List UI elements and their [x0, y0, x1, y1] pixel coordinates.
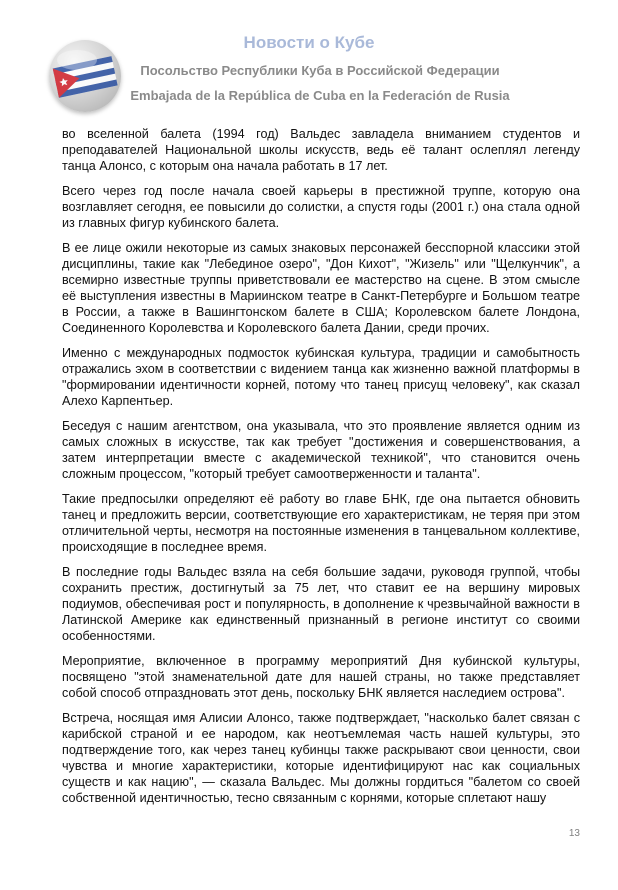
page-number: 13	[568, 828, 580, 839]
site-title: Новости о Кубе	[243, 33, 375, 52]
paragraph: В ее лице ожили некоторые из самых знаковых персонажей бесспорной классики этой дисциплины, такие как "Лебединое озеро", "Дон Кихот", "Жизель" или "Щелкунчик", а всемирно известные труппы приветствовали ее мастерство на сцене. В этом смысле её выступления известны в Мариинском театре в Санкт-Петербурге и Большом театре в России, а также в Вашингтонском балете в США; Королевском балете Лондона, Соединенного Королевства и Королевского балета Дании, среди прочих.	[62, 241, 580, 335]
paragraph: Такие предпосылки определяют её работу во главе БНК, где она пытается обновить танец и предложить версии, соответствующие его характеристикам, не теряя при этом отличительной черты, несмотря на постоянные изменения в танцевальном коллективе, происходящие в последнее время.	[62, 492, 580, 554]
paragraph: Мероприятие, включенное в программу мероприятий Дня кубинской культуры, посвящено "этой знаменательной дате для нашей страны, но также представляет собой способ отпраздновать этот день, поскольку БНК является наследием острова".	[62, 654, 580, 700]
embassy-name-russian: Посольство Республики Куба в Российской Федерации	[140, 63, 500, 78]
embassy-name-spanish: Embajada de la República de Cuba en la Federación de Rusia	[130, 88, 510, 103]
cuba-flag-logo	[49, 40, 121, 112]
paragraph: В последние годы Вальдес взяла на себя большие задачи, руководя группой, чтобы сохранить престиж, достигнутый за 75 лет, что ставит ее на вершину мировых подиумов, обеспечивая рост и популярность, в дополнение к чрезвычайной важности в Латинской Америке как единственный признанный в регионе институт со своими особенностями.	[62, 565, 580, 643]
page-header	[0, 0, 618, 115]
cuba-flag-icon	[49, 40, 121, 112]
paragraph: во вселенной балета (1994 год) Вальдес завладела вниманием студентов и преподавателей Национальной школы искусств, ведь её талант ослеплял легенду танца Алонсо, с которым она начала работать в 17 лет.	[62, 127, 580, 173]
article-body	[62, 126, 580, 815]
paragraph: Беседуя с нашим агентством, она указывала, что это проявление является одним из самых сложных в искусстве, так как требует "достижения и совершенствования, а затем интерпретации вместе с академической техникой", что становится очень сложным процессом, "который требует самоотверженности и таланта".	[62, 419, 580, 481]
paragraph: Именно с международных подмосток кубинская культура, традиции и самобытность отражались эхом в соответствии с видением танца как жизненно важной платформы в "формировании идентичности корней, потому что танец присущ человеку", как сказал Алехо Карпентьер.	[62, 346, 580, 408]
paragraph: Встреча, носящая имя Алисии Алонсо, также подтверждает, "насколько балет связан с карибской страной и ее народом, как неотъемлемая часть нашей культуры, это подтверждение того, как через танец кубинцы также раскрывают свои ценности, свои чувства и многие характеристики, которые идентифицируют нас как социальных существ и как нацию", — сказала Вальдес. Мы должны гордиться "балетом со своей собственной идентичностью, тесно связанным с корнями, которые сплетают нашу	[62, 711, 580, 805]
paragraph: Всего через год после начала своей карьеры в престижной труппе, которую она возглавляет сегодня, ее повысили до солистки, а спустя годы (2001 г.) она стала одной из главных фигур кубинского балета.	[62, 184, 580, 230]
